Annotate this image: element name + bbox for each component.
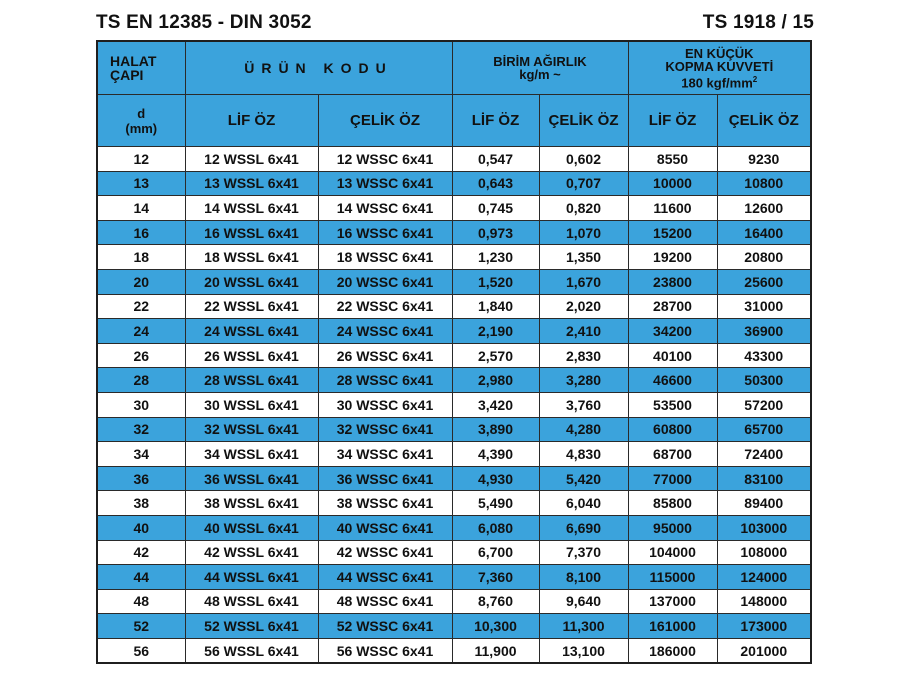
header-kopma-line1: EN KÜÇÜK — [684, 45, 754, 61]
cell-code-celik-oz: 56 WSSC 6x41 — [318, 638, 452, 663]
cell-code-celik-oz: 20 WSSC 6x41 — [318, 269, 452, 294]
cell-code-celik-oz: 30 WSSC 6x41 — [318, 392, 452, 417]
cell-weight-lif-oz: 1,520 — [452, 269, 539, 294]
cell-strength-celik-oz: 31000 — [717, 294, 811, 319]
standard-title-left: TS EN 12385 - DIN 3052 — [96, 12, 312, 33]
cell-code-celik-oz: 26 WSSC 6x41 — [318, 343, 452, 368]
header-birim-line2: kg/m ~ — [519, 67, 561, 82]
cell-strength-celik-oz: 10800 — [717, 171, 811, 196]
cell-weight-lif-oz: 0,547 — [452, 147, 539, 172]
cell-strength-lif-oz: 46600 — [628, 368, 717, 393]
cell-strength-lif-oz: 19200 — [628, 245, 717, 270]
table-row — [97, 196, 811, 221]
cell-weight-celik-oz: 2,830 — [539, 343, 628, 368]
table-row — [97, 614, 811, 639]
cell-code-celik-oz: 40 WSSC 6x41 — [318, 515, 452, 540]
header-d-line2: (mm) — [125, 120, 158, 136]
cell-strength-celik-oz: 89400 — [717, 491, 811, 516]
cell-strength-celik-oz: 65700 — [717, 417, 811, 442]
cell-strength-celik-oz: 12600 — [717, 196, 811, 221]
header-halat-capi — [97, 41, 185, 95]
cell-weight-celik-oz: 1,670 — [539, 269, 628, 294]
cell-strength-celik-oz: 57200 — [717, 392, 811, 417]
cell-diameter: 18 — [97, 245, 185, 270]
cell-code-lif-oz: 12 WSSL 6x41 — [185, 147, 318, 172]
cell-strength-celik-oz: 83100 — [717, 466, 811, 491]
table-row — [97, 491, 811, 516]
rope-spec-table — [96, 40, 812, 664]
cell-code-lif-oz: 24 WSSL 6x41 — [185, 319, 318, 344]
header-kopma-lif-oz: LİF ÖZ — [628, 95, 717, 147]
cell-strength-celik-oz: 201000 — [717, 638, 811, 663]
cell-diameter: 52 — [97, 614, 185, 639]
cell-code-lif-oz: 26 WSSL 6x41 — [185, 343, 318, 368]
cell-strength-celik-oz: 16400 — [717, 220, 811, 245]
cell-weight-lif-oz: 6,080 — [452, 515, 539, 540]
table-row — [97, 515, 811, 540]
cell-code-celik-oz: 52 WSSC 6x41 — [318, 614, 452, 639]
cell-weight-celik-oz: 0,602 — [539, 147, 628, 172]
cell-diameter: 32 — [97, 417, 185, 442]
header-kopma-celik-oz: ÇELİK ÖZ — [717, 95, 811, 147]
header-urun-celik-oz: ÇELİK ÖZ — [318, 95, 452, 147]
cell-strength-lif-oz: 15200 — [628, 220, 717, 245]
cell-strength-lif-oz: 95000 — [628, 515, 717, 540]
cell-strength-celik-oz: 124000 — [717, 565, 811, 590]
cell-weight-lif-oz: 11,900 — [452, 638, 539, 663]
cell-code-celik-oz: 38 WSSC 6x41 — [318, 491, 452, 516]
cell-code-lif-oz: 30 WSSL 6x41 — [185, 392, 318, 417]
cell-diameter: 38 — [97, 491, 185, 516]
cell-weight-celik-oz: 5,420 — [539, 466, 628, 491]
table-row — [97, 319, 811, 344]
table-row — [97, 171, 811, 196]
cell-weight-lif-oz: 3,420 — [452, 392, 539, 417]
cell-code-lif-oz: 32 WSSL 6x41 — [185, 417, 318, 442]
header-kopma-kuvveti — [628, 41, 811, 95]
cell-code-lif-oz: 13 WSSL 6x41 — [185, 171, 318, 196]
cell-code-celik-oz: 48 WSSC 6x41 — [318, 589, 452, 614]
cell-weight-lif-oz: 0,973 — [452, 220, 539, 245]
cell-strength-celik-oz: 36900 — [717, 319, 811, 344]
cell-weight-celik-oz: 4,830 — [539, 442, 628, 467]
table-row — [97, 565, 811, 590]
header-halat-line2: ÇAPI — [110, 67, 144, 83]
cell-code-lif-oz: 14 WSSL 6x41 — [185, 196, 318, 221]
cell-strength-lif-oz: 104000 — [628, 540, 717, 565]
cell-diameter: 40 — [97, 515, 185, 540]
cell-strength-lif-oz: 53500 — [628, 392, 717, 417]
header-urun-kodu: ÜRÜN KODU — [185, 41, 452, 95]
cell-code-lif-oz: 28 WSSL 6x41 — [185, 368, 318, 393]
cell-code-celik-oz: 24 WSSC 6x41 — [318, 319, 452, 344]
cell-diameter: 36 — [97, 466, 185, 491]
cell-strength-lif-oz: 10000 — [628, 171, 717, 196]
cell-code-lif-oz: 42 WSSL 6x41 — [185, 540, 318, 565]
standard-title-right: TS 1918 / 15 — [702, 12, 814, 33]
cell-strength-lif-oz: 34200 — [628, 319, 717, 344]
table-row — [97, 589, 811, 614]
cell-code-celik-oz: 12 WSSC 6x41 — [318, 147, 452, 172]
cell-weight-lif-oz: 0,745 — [452, 196, 539, 221]
cell-strength-lif-oz: 85800 — [628, 491, 717, 516]
cell-strength-celik-oz: 43300 — [717, 343, 811, 368]
cell-code-celik-oz: 14 WSSC 6x41 — [318, 196, 452, 221]
cell-strength-lif-oz: 186000 — [628, 638, 717, 663]
cell-weight-lif-oz: 5,490 — [452, 491, 539, 516]
cell-weight-lif-oz: 1,840 — [452, 294, 539, 319]
cell-code-lif-oz: 18 WSSL 6x41 — [185, 245, 318, 270]
cell-code-lif-oz: 22 WSSL 6x41 — [185, 294, 318, 319]
cell-weight-lif-oz: 6,700 — [452, 540, 539, 565]
cell-weight-celik-oz: 7,370 — [539, 540, 628, 565]
cell-strength-lif-oz: 8550 — [628, 147, 717, 172]
table-row — [97, 540, 811, 565]
header-d-mm — [97, 95, 185, 147]
cell-weight-celik-oz: 2,410 — [539, 319, 628, 344]
cell-diameter: 14 — [97, 196, 185, 221]
cell-weight-celik-oz: 1,350 — [539, 245, 628, 270]
cell-strength-lif-oz: 137000 — [628, 589, 717, 614]
cell-strength-lif-oz: 60800 — [628, 417, 717, 442]
cell-weight-celik-oz: 2,020 — [539, 294, 628, 319]
cell-code-celik-oz: 28 WSSC 6x41 — [318, 368, 452, 393]
cell-strength-lif-oz: 23800 — [628, 269, 717, 294]
cell-weight-celik-oz: 13,100 — [539, 638, 628, 663]
cell-strength-celik-oz: 148000 — [717, 589, 811, 614]
table-row — [97, 417, 811, 442]
cell-weight-lif-oz: 4,390 — [452, 442, 539, 467]
cell-code-lif-oz: 16 WSSL 6x41 — [185, 220, 318, 245]
cell-code-lif-oz: 20 WSSL 6x41 — [185, 269, 318, 294]
cell-weight-celik-oz: 3,760 — [539, 392, 628, 417]
cell-weight-lif-oz: 8,760 — [452, 589, 539, 614]
cell-strength-lif-oz: 161000 — [628, 614, 717, 639]
cell-code-lif-oz: 36 WSSL 6x41 — [185, 466, 318, 491]
cell-code-lif-oz: 34 WSSL 6x41 — [185, 442, 318, 467]
table-row — [97, 368, 811, 393]
cell-diameter: 24 — [97, 319, 185, 344]
cell-strength-lif-oz: 40100 — [628, 343, 717, 368]
header-d-line1: d — [137, 105, 146, 121]
cell-weight-celik-oz: 1,070 — [539, 220, 628, 245]
cell-diameter: 16 — [97, 220, 185, 245]
cell-code-lif-oz: 44 WSSL 6x41 — [185, 565, 318, 590]
header-kopma-line2: KOPMA KUVVETİ — [665, 58, 774, 74]
cell-strength-celik-oz: 25600 — [717, 269, 811, 294]
header-birim-celik-oz: ÇELİK ÖZ — [539, 95, 628, 147]
cell-weight-lif-oz: 0,643 — [452, 171, 539, 196]
header-halat-line1: HALAT — [110, 53, 157, 69]
cell-weight-celik-oz: 6,690 — [539, 515, 628, 540]
cell-code-celik-oz: 34 WSSC 6x41 — [318, 442, 452, 467]
cell-strength-lif-oz: 28700 — [628, 294, 717, 319]
cell-strength-celik-oz: 9230 — [717, 147, 811, 172]
cell-diameter: 28 — [97, 368, 185, 393]
cell-strength-celik-oz: 50300 — [717, 368, 811, 393]
table-row — [97, 343, 811, 368]
cell-strength-celik-oz: 173000 — [717, 614, 811, 639]
table-row — [97, 245, 811, 270]
cell-strength-lif-oz: 77000 — [628, 466, 717, 491]
cell-weight-celik-oz: 9,640 — [539, 589, 628, 614]
table-row — [97, 638, 811, 663]
cell-strength-lif-oz: 11600 — [628, 196, 717, 221]
cell-weight-celik-oz: 8,100 — [539, 565, 628, 590]
cell-weight-celik-oz: 4,280 — [539, 417, 628, 442]
cell-code-lif-oz: 56 WSSL 6x41 — [185, 638, 318, 663]
cell-code-celik-oz: 22 WSSC 6x41 — [318, 294, 452, 319]
cell-code-celik-oz: 13 WSSC 6x41 — [318, 171, 452, 196]
cell-diameter: 48 — [97, 589, 185, 614]
cell-diameter: 56 — [97, 638, 185, 663]
cell-code-celik-oz: 32 WSSC 6x41 — [318, 417, 452, 442]
cell-diameter: 44 — [97, 565, 185, 590]
cell-weight-lif-oz: 2,570 — [452, 343, 539, 368]
table-body — [97, 147, 811, 664]
cell-weight-celik-oz: 3,280 — [539, 368, 628, 393]
cell-weight-lif-oz: 10,300 — [452, 614, 539, 639]
cell-diameter: 20 — [97, 269, 185, 294]
cell-code-lif-oz: 38 WSSL 6x41 — [185, 491, 318, 516]
cell-code-celik-oz: 16 WSSC 6x41 — [318, 220, 452, 245]
header-birim-line1: BİRİM AĞIRLIK — [493, 54, 587, 69]
cell-diameter: 22 — [97, 294, 185, 319]
cell-code-lif-oz: 52 WSSL 6x41 — [185, 614, 318, 639]
header-birim-lif-oz: LİF ÖZ — [452, 95, 539, 147]
header-kopma-sup: 2 — [752, 74, 758, 84]
cell-diameter: 30 — [97, 392, 185, 417]
cell-weight-celik-oz: 0,707 — [539, 171, 628, 196]
cell-code-lif-oz: 40 WSSL 6x41 — [185, 515, 318, 540]
cell-weight-lif-oz: 3,890 — [452, 417, 539, 442]
cell-strength-celik-oz: 103000 — [717, 515, 811, 540]
header-birim-agirlik — [452, 41, 628, 95]
cell-strength-celik-oz: 108000 — [717, 540, 811, 565]
header-urun-lif-oz: LİF ÖZ — [185, 95, 318, 147]
cell-strength-celik-oz: 20800 — [717, 245, 811, 270]
table-row — [97, 220, 811, 245]
cell-weight-celik-oz: 0,820 — [539, 196, 628, 221]
cell-code-celik-oz: 36 WSSC 6x41 — [318, 466, 452, 491]
header-kopma-line3: 180 kgf/mm — [681, 75, 753, 91]
cell-weight-lif-oz: 1,230 — [452, 245, 539, 270]
table-row — [97, 392, 811, 417]
table-row — [97, 466, 811, 491]
cell-strength-lif-oz: 68700 — [628, 442, 717, 467]
cell-weight-celik-oz: 6,040 — [539, 491, 628, 516]
cell-diameter: 13 — [97, 171, 185, 196]
table-row — [97, 294, 811, 319]
table-row — [97, 147, 811, 172]
cell-code-celik-oz: 42 WSSC 6x41 — [318, 540, 452, 565]
cell-weight-lif-oz: 7,360 — [452, 565, 539, 590]
cell-weight-lif-oz: 4,930 — [452, 466, 539, 491]
cell-weight-lif-oz: 2,980 — [452, 368, 539, 393]
table-row — [97, 442, 811, 467]
cell-code-lif-oz: 48 WSSL 6x41 — [185, 589, 318, 614]
cell-weight-celik-oz: 11,300 — [539, 614, 628, 639]
cell-code-celik-oz: 18 WSSC 6x41 — [318, 245, 452, 270]
cell-strength-lif-oz: 115000 — [628, 565, 717, 590]
table-row — [97, 269, 811, 294]
cell-diameter: 12 — [97, 147, 185, 172]
cell-diameter: 26 — [97, 343, 185, 368]
cell-weight-lif-oz: 2,190 — [452, 319, 539, 344]
cell-strength-celik-oz: 72400 — [717, 442, 811, 467]
cell-code-celik-oz: 44 WSSC 6x41 — [318, 565, 452, 590]
cell-diameter: 42 — [97, 540, 185, 565]
cell-diameter: 34 — [97, 442, 185, 467]
